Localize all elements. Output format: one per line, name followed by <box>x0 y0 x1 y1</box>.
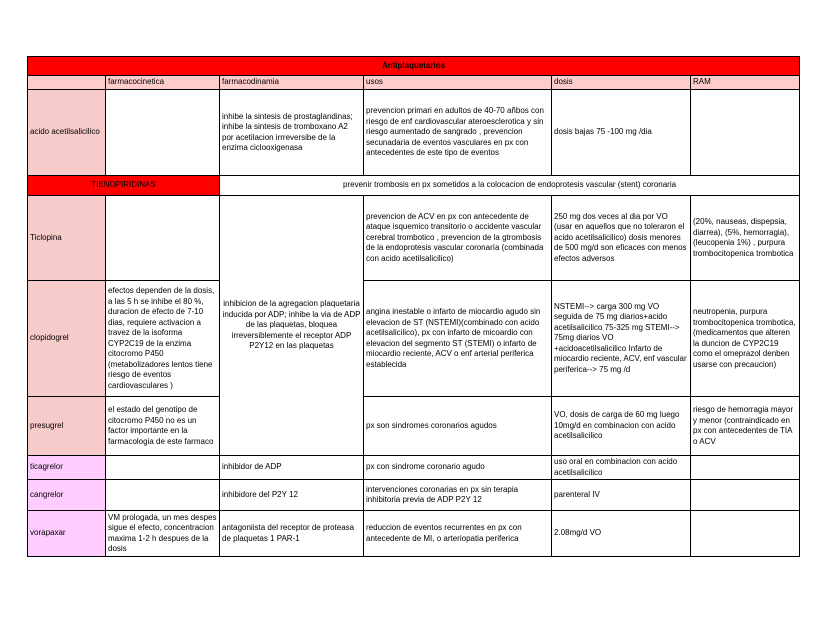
table-row-cangrelor <box>28 480 800 511</box>
cell-dosis: VO, dosis de carga de 60 mg luego 10mg/d en combinacion con acido acetilsalicilico <box>552 397 691 456</box>
header-farmacodinamia: farmacodinamia <box>220 76 364 90</box>
cell-usos: prevencion primari en adultos de 40-70 añbos con riesgo de enf cardiovascular ateroesclerotica y sin riesgo aumentado de sangrado , prevencion secunadaria de eventos vasculares en px con antecedentes de este tipo de eventos <box>364 90 552 176</box>
table-row-presugrel <box>28 397 800 456</box>
cell-farmacocinetica: el estado del genotipo de citocromo P450 no es un factor importante en la farmacologia de este farmaco <box>106 397 220 456</box>
cell-farmacocinetica <box>106 90 220 176</box>
cell-farmacodinamia: inhibidor de ADP <box>220 456 364 480</box>
header-dosis: dosis <box>552 76 691 90</box>
cell-ram <box>691 456 800 480</box>
drug-name: clopidogrel <box>28 281 106 397</box>
cell-usos: reduccion de eventos recurrentes en px con antecedente de MI, o arteriopatia periferica <box>364 511 552 557</box>
header-ram: RAM <box>691 76 800 90</box>
cell-dosis: parenteral IV <box>552 480 691 511</box>
antiplaquetarios-table <box>27 56 800 557</box>
cell-farmacocinetica: efectos dependen de la dosis, a las 5 h se inhibe el 80 %, duracion de efecto de 7-10 dias, requiere activacion a travez de la isoforma CYP2C19 de la enzima citocromo P450 (metabolizadores lentos tiene riesgo de eventos cardiovasculares ) <box>106 281 220 397</box>
table-row-ticagrelor <box>28 456 800 480</box>
drug-name: cangrelor <box>28 480 106 511</box>
cell-dosis: NSTEMI--> carga 300 mg VO seguida de 75 mg diarios+acido acetilsalicilico 75-325 mg STEMI--> 75mg diarios VO +acidoacetilsalicilico Infarto de miocardio reciente, ACV, enf vascular periferica--> 75 mg /d <box>552 281 691 397</box>
cell-ram: riesgo de hemorragia mayor y menor (contraindicado en px con antecedentes de TIA o ACV <box>691 397 800 456</box>
cell-dosis: dosis bajas 75 -100 mg /dia <box>552 90 691 176</box>
sheet-title: Antiplaquetarios <box>28 57 800 76</box>
group-note: prevenir trombosis en px sometidos a la colocacion de endoprotesis vascular (stent) coronaria <box>220 176 800 196</box>
drug-name: ticagrelor <box>28 456 106 480</box>
header-usos: usos <box>364 76 552 90</box>
table-row-clopidogrel <box>28 281 800 397</box>
table-row-aspirina <box>28 90 800 176</box>
cell-usos: px con sindrome coronario agudo <box>364 456 552 480</box>
group-label: TIENOPIRIDINAS <box>28 176 220 196</box>
cell-ram <box>691 511 800 557</box>
cell-ram: (20%, nauseas, dispepsia, diarrea), (5%, hemorragia),(leucopenia 1%) , purpura trombocitopenica trombotica <box>691 196 800 281</box>
cell-farmacocinetica: VM prologada, un mes despes sigue el efecto, concentracion maxima 1-2 h despues de la dosis <box>106 511 220 557</box>
table-row-vorapaxar <box>28 511 800 557</box>
drug-name: presugrel <box>28 397 106 456</box>
cell-dosis: 2.08mg/d VO <box>552 511 691 557</box>
cell-farmacodinamia: inhibe la sintesis de prostaglandinas; inhibe la sintesis de tromboxano A2 por acetilacion irrreversibe de la enzima ciclooxigenasa <box>220 90 364 176</box>
drug-name: acido acetilsalicilico <box>28 90 106 176</box>
cell-usos: angina inestable o infarto de miocardio agudo sin elevacion de ST (NSTEMI)(combinado con acido acetilsalicilico), px con infarto de micoardio con elevacion del segmento ST (STEMI) o infarto de miocardio reciente, ACV o enf arterial periferica establecida <box>364 281 552 397</box>
cell-dosis: uso oral en combinacion con acido acetilsalicilico <box>552 456 691 480</box>
cell-ram <box>691 480 800 511</box>
cell-farmacodinamia: antagoniista del receptor de proteasa de plaquetas 1 PAR-1 <box>220 511 364 557</box>
cell-dosis: 250 mg dos veces al dia por VO (usar en aquellos que no toleraron el acido acetilsalicilico) dosis menores de 500 mg/d son eficaces con menos efectos adversos <box>552 196 691 281</box>
table-row-ticlopina <box>28 196 800 281</box>
header-farmacocinetica: farmacocinetica <box>106 76 220 90</box>
cell-usos: prevencion de ACV en px con antecedente de ataque isquemico transitorio o accidente vascular cerebral trombotico , prevencion de la gtrombosis de la endoprotesis vascular coronaría (combinada con acido acetilsalicilico) <box>364 196 552 281</box>
cell-farmacocinetica <box>106 196 220 281</box>
header-row <box>28 76 800 90</box>
table-row-tienopiridinas <box>28 176 800 196</box>
drug-name: Ticlopina <box>28 196 106 281</box>
cell-farmacocinetica <box>106 480 220 511</box>
drug-name: vorapaxar <box>28 511 106 557</box>
cell-ram <box>691 90 800 176</box>
cell-farmacodinamia-tienopiridinas: inhibicion de la agregacion plaquetaria inducida por ADP; inhibe la via de ADP de las plaquetas, bloquea irreversiblemente el receptor ADP P2Y12 en las plaquetas <box>220 196 364 456</box>
cell-usos: intervenciones coronarias en px sin terapia inhibitoria previa de ADP P2Y 12 <box>364 480 552 511</box>
header-empty <box>28 76 106 90</box>
cell-farmacodinamia: inhibidore del P2Y 12 <box>220 480 364 511</box>
title-row <box>28 57 800 76</box>
cell-farmacocinetica <box>106 456 220 480</box>
cell-usos: px son sindromes coronarios agudos <box>364 397 552 456</box>
cell-ram: neutropenia, purpura trombocitopenica trombotica, (medicamentos que alteren la duncion de CYP2C19 como el omeprazol denben usarse con precaucion) <box>691 281 800 397</box>
